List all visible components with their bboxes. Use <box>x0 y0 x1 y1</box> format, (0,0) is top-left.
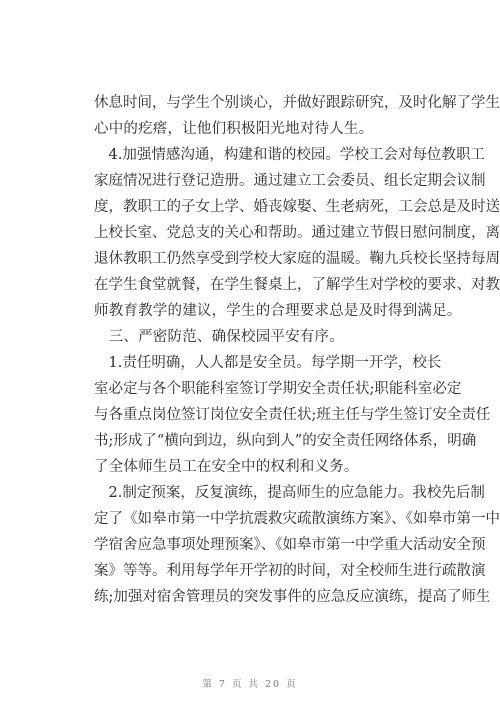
text-line: 心中的疙瘩，让他们积极阳光地对待人生。 <box>94 121 374 137</box>
text-line: 学宿舍应急事项处理预案》、《如皋市第一中学重大活动安全预 <box>94 537 486 553</box>
text-line: 度，教职工的子女上学、婚丧嫁娶、生老病死，工会总是及时送 <box>94 199 500 215</box>
text-line: 上校长室、党总支的关心和帮助。通过建立节假日慰问制度，离 <box>94 225 500 241</box>
text-line: 休息时间，与学生个别谈心，并做好跟踪研究，及时化解了学生 <box>94 95 500 111</box>
text-line: 练;加强对宿舍管理员的突发事件的应急反应演练，提高了师生 <box>94 589 491 605</box>
page-number: 第 7 页 共 20 页 <box>202 679 298 690</box>
text-line: 室必定与各个职能科室签订学期安全责任状;职能科室必定 <box>94 381 462 397</box>
text-line: 定了《如皋市第一中学抗震救灾疏散演练方案》、《如皋市第一中 <box>94 511 500 527</box>
text-line: 退休教职工仍然享受到学校大家庭的温暖。鞠九兵校长坚持每周 <box>94 251 500 267</box>
text-line: 在学生食堂就餐，在学生餐桌上，了解学生对学校的要求、对教 <box>94 277 500 293</box>
section-heading: 三、严密防范、确保校园平安有序。 <box>94 329 344 345</box>
text-line: 了全体师生员工在安全中的权利和义务。 <box>94 459 359 475</box>
text-line: 1.责任明确，人人都是安全员。每学期一开学，校长 <box>94 355 442 371</box>
text-line: 家庭情况进行登记造册。通过建立工会委员、组长定期会议制 <box>94 173 486 189</box>
text-line: 师教育教学的建议，学生的合理要求总是及时得到满足。 <box>94 303 462 319</box>
text-line: 与各重点岗位签订岗位安全责任状;班主任与学生签订安全责任 <box>94 407 491 423</box>
text-line: 案》等等。利用每学年开学初的时间，对全校师生进行疏散演 <box>94 563 486 579</box>
text-line: 4.加强情感沟通，构建和谐的校园。学校工会对每位教职工 <box>94 147 485 163</box>
text-line: 书;形成了“横向到边，纵向到人”的安全责任网络体系，明确 <box>94 433 477 449</box>
text-line: 2.制定预案，反复演练，提高师生的应急能力。我校先后制 <box>94 485 485 501</box>
